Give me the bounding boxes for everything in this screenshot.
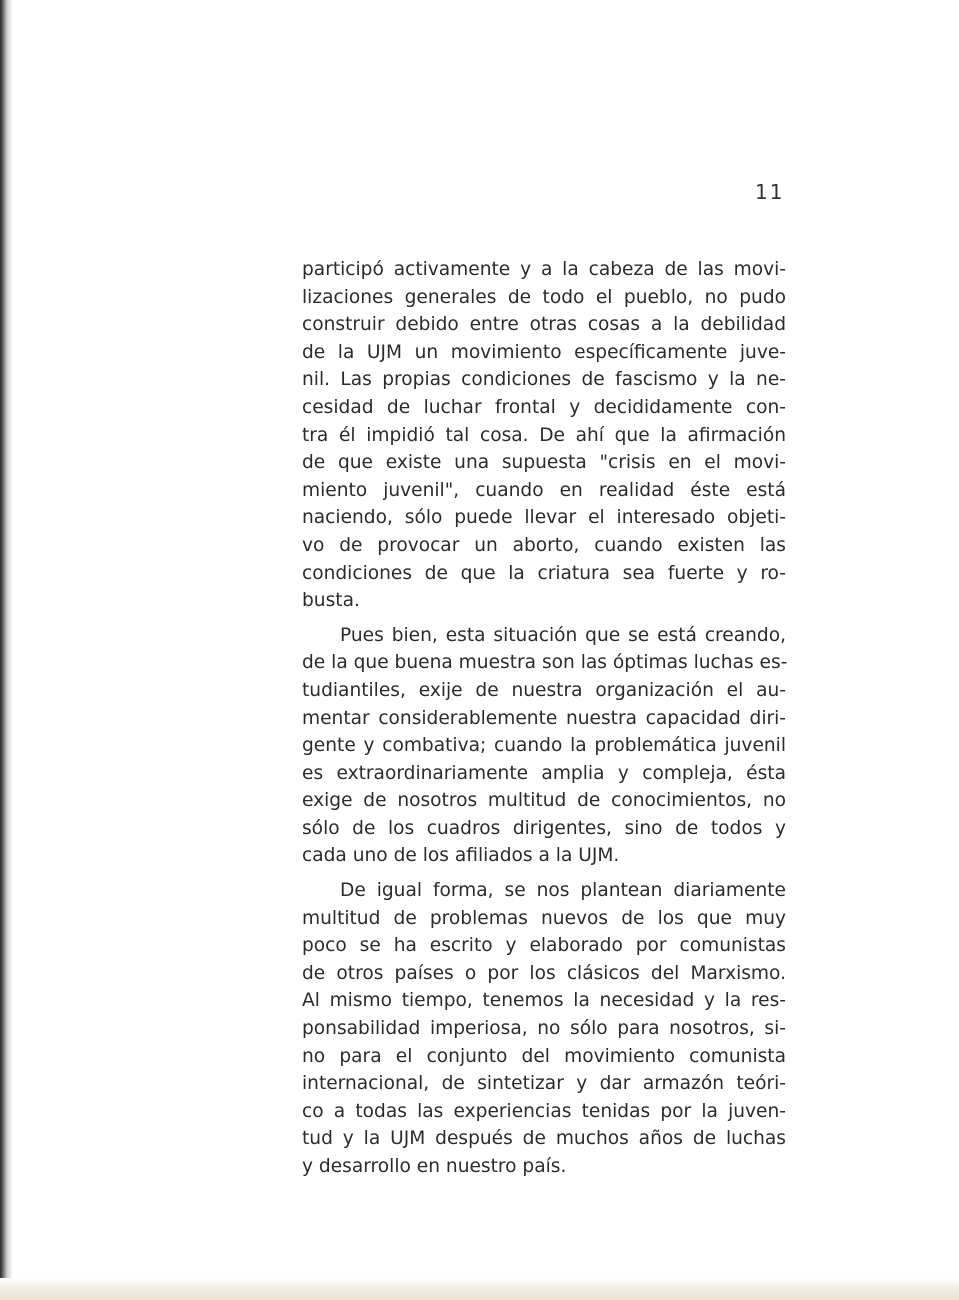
text-line: construir debido entre otras cosas a la debilidad <box>302 314 786 336</box>
text-line: es extraordinariamente amplia y compleja, ésta <box>302 762 786 784</box>
text-line: De igual forma, se nos plantean diariamente <box>340 880 786 902</box>
text-line: gente y combativa; cuando la problemática juvenil <box>302 735 786 757</box>
text-line: de otros países o por los clásicos del Marxismo. <box>302 962 786 984</box>
text-line: Pues bien, esta situación que se está creando, <box>340 624 786 646</box>
text-line: internacional, de sintetizar y dar armazón teóri- <box>302 1073 786 1095</box>
text-line: tud y la UJM después de muchos años de luchas <box>302 1128 786 1150</box>
text-line: tra él impidió tal cosa. De ahí que la afirmación <box>302 424 786 446</box>
text-line: ponsabilidad imperiosa, no sólo para nosotros, si- <box>302 1018 786 1040</box>
text-line: Al mismo tiempo, tenemos la necesidad y la res- <box>302 990 786 1012</box>
text-line: y desarrollo en nuestro país. <box>302 1156 567 1177</box>
text-line: busta. <box>302 590 360 612</box>
text-line: condiciones de que la criatura sea fuerte y ro- <box>302 562 786 584</box>
text-line: participó activamente y a la cabeza de las movi- <box>302 259 786 280</box>
text-line: de la que buena muestra son las óptimas luchas es- <box>302 652 788 674</box>
text-line: sólo de los cuadros dirigentes, sino de todos y <box>302 817 786 839</box>
text-line: miento juvenil", cuando en realidad éste está <box>302 479 786 501</box>
text-line: tudiantiles, exije de nuestra organización el au- <box>302 679 786 701</box>
text-line: mentar considerablemente nuestra capacidad diri- <box>302 707 786 729</box>
paragraph-2 <box>302 622 786 870</box>
body-text <box>302 256 786 1181</box>
text-line: cesidad de luchar frontal y decididamente con- <box>302 396 786 418</box>
text-line: no para el conjunto del movimiento comunista <box>302 1045 786 1067</box>
text-line: de que existe una supuesta "crisis en el movi- <box>302 452 786 474</box>
page-number: 11 <box>755 180 785 204</box>
text-line: naciendo, sólo puede llevar el interesado objeti- <box>302 507 786 529</box>
page-bottom-edge <box>0 1278 959 1300</box>
text-line: co a todas las experiencias tenidas por la juven- <box>302 1100 786 1122</box>
binding-edge <box>0 0 14 1300</box>
paragraph-3 <box>302 877 786 1181</box>
paragraph-1 <box>302 256 786 615</box>
text-line: nil. Las propias condiciones de fascismo y la ne- <box>302 369 786 391</box>
text-line: multitud de problemas nuevos de los que muy <box>302 907 786 929</box>
text-line: de la UJM un movimiento específicamente juve- <box>302 341 786 363</box>
text-line: lizaciones generales de todo el pueblo, no pudo <box>302 286 786 308</box>
text-line: poco se ha escrito y elaborado por comunistas <box>302 935 786 957</box>
text-line: cada uno de los afiliados a la UJM. <box>302 845 620 867</box>
text-line: vo de provocar un aborto, cuando existen las <box>302 534 786 556</box>
text-line: exige de nosotros multitud de conocimientos, no <box>302 790 786 812</box>
